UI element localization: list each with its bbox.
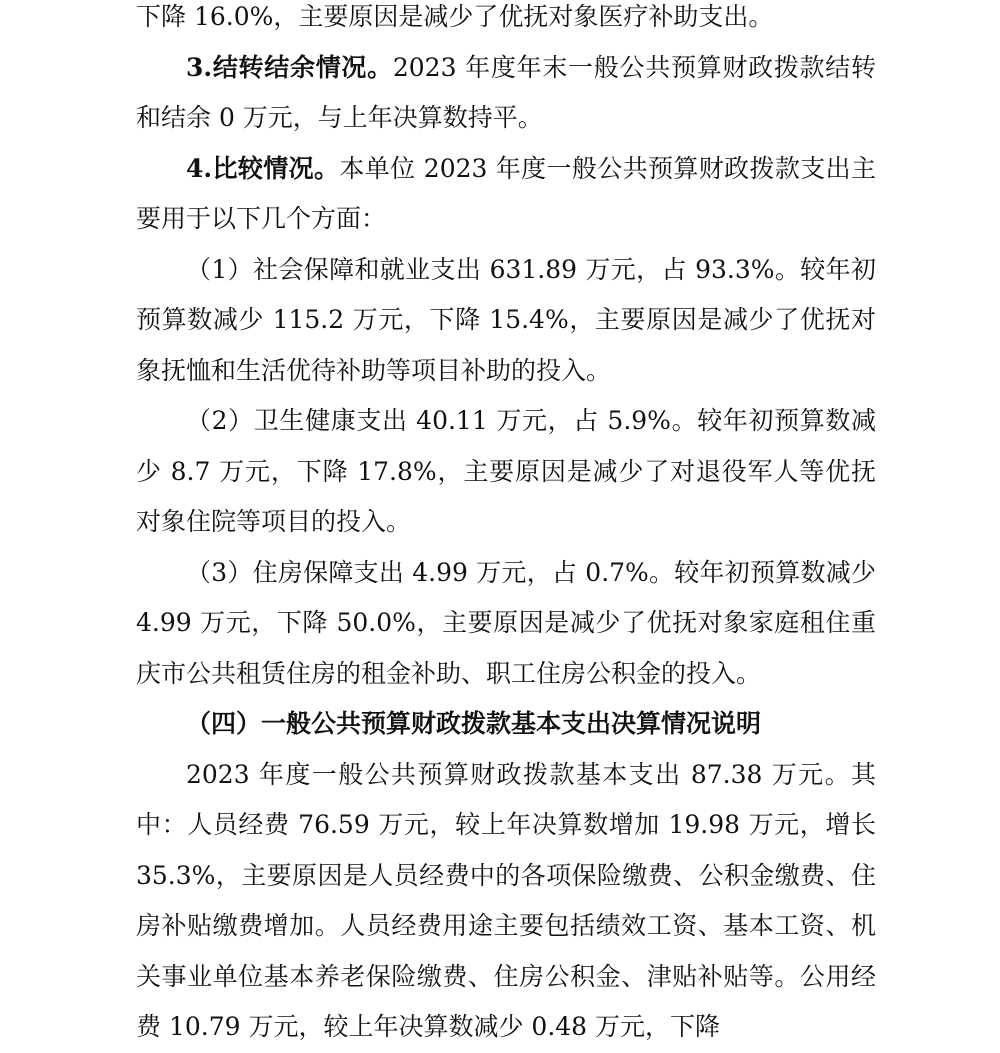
paragraph-5-text: （2）卫生健康支出 40.11 万元，占 5.9%。较年初预算数减少 8.7 万元，下降 17.8%，主要原因是减少了对退役军人等优抚对象住院等项目的投入。	[136, 406, 876, 536]
paragraph-2-text: 2023 年度年末一般公共预算财政拨款结转和结余 0 万元，与上年决算数持平。	[136, 52, 876, 132]
paragraph-6	[136, 548, 876, 700]
paragraph-2	[136, 43, 876, 144]
paragraph-3-lead: 4.比较情况。	[186, 153, 340, 183]
paragraph-4	[136, 245, 876, 397]
paragraph-6-text: （3）住房保障支出 4.99 万元，占 0.7%。较年初预算数减少 4.99 万元，下降 50.0%，主要原因是减少了优抚对象家庭租住重庆市公共租赁住房的租金补助、职工住房公积金的投入。	[136, 557, 876, 688]
paragraph-2-lead: 3.结转结余情况。	[186, 52, 393, 82]
document-page	[136, 0, 876, 1053]
paragraph-3-text: 本单位 2023 年度一般公共预算财政拨款支出主要用于以下几个方面：	[136, 153, 876, 233]
paragraph-1-text: 下降 16.0%，主要原因是减少了优抚对象医疗补助支出。	[136, 2, 774, 31]
paragraph-5	[136, 396, 876, 548]
paragraph-1	[136, 0, 876, 43]
paragraph-3	[136, 144, 876, 245]
section-heading: （四）一般公共预算财政拨款基本支出决算情况说明	[186, 709, 762, 738]
paragraph-final	[136, 750, 876, 1053]
paragraph-4-text: （1）社会保障和就业支出 631.89 万元，占 93.3%。较年初预算数减少 115.2 万元，下降 15.4%，主要原因是减少了优抚对象抚恤和生活优待补助等项目补助的投入。	[136, 254, 876, 385]
paragraph-final-text: 2023 年度一般公共预算财政拨款基本支出 87.38 万元。其中：人员经费 76.59 万元，较上年决算数增加 19.98 万元，增长 35.3%，主要原因是人员经费中的各项保险缴费、公积金缴费、住房补贴缴费增加。人员经费用途主要包括绩效工资、基本工资、机关事业单位基本养老保险缴费、住房公积金、津贴补贴等。公用经费 10.79 万元，较上年决算数减少 0.48 万元，下降	[136, 759, 876, 1041]
